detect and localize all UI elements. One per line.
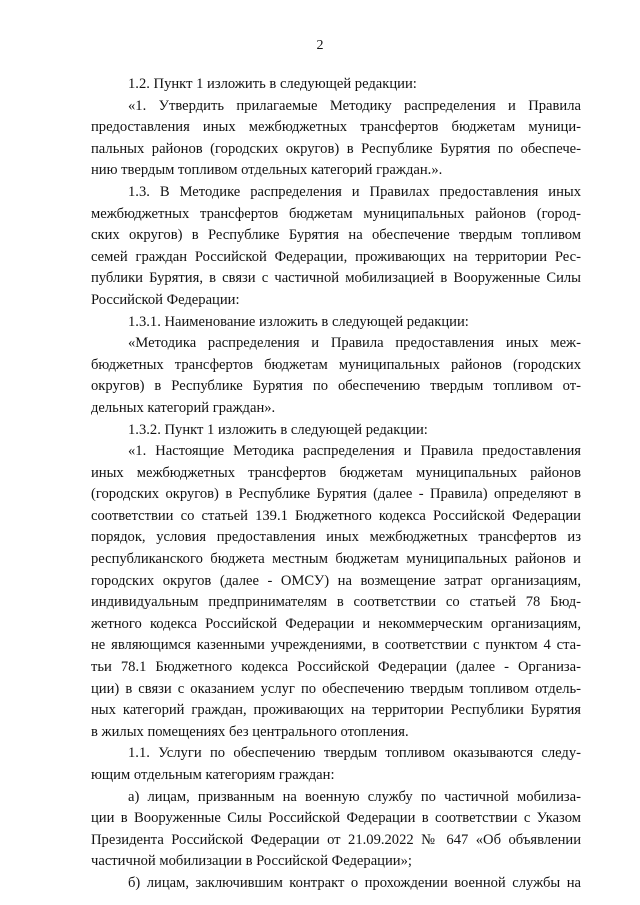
text-line: бюджетных трансфертов бюджетам муниципальных районов (городских xyxy=(91,356,581,373)
text-line: городских округов (далее - ОМСУ) на возмещение затрат организациям, xyxy=(91,572,581,589)
text-line: индивидуальным предпринимателям в соответствии со статьей 78 Бюд- xyxy=(91,594,581,611)
text-line: ющим отдельным категориям граждан: xyxy=(91,767,335,783)
text-line: ных категорий граждан, проживающих на территории Республики Бурятия xyxy=(91,702,581,719)
text-line: Президента Российской Федерации от 21.09.2022 № 647 «Об объявлении xyxy=(91,831,581,848)
text-line: жетного кодекса Российской Федерации и некоммерческим организациям, xyxy=(91,615,581,632)
text-line: «1. Настоящие Методика распределения и Правила предоставления xyxy=(128,443,581,460)
text-line: (городских округов) в Республике Бурятия (далее - Правила) определяют в xyxy=(91,486,581,503)
text-line: республиканского бюджета местным бюджетам муниципальных районов и xyxy=(91,551,581,568)
text-line: нию твердым топливом отдельных категорий граждан.». xyxy=(91,162,443,179)
text-line: б) лицам, заключившим контракт о прохождении военной службы на xyxy=(128,874,581,891)
text-line: соответствии со статьей 139.1 Бюджетного кодекса Российской Федерации xyxy=(91,507,581,524)
text-line: межбюджетных трансфертов бюджетам муниципальных районов (город- xyxy=(91,205,581,222)
text-line: ции в Вооруженные Силы Российской Федерации в соответствии с Указом xyxy=(91,810,581,827)
text-line: 1.3. В Методике распределения и Правилах предоставления иных xyxy=(128,183,581,200)
text-line: «1. Утвердить прилагаемые Методику распределения и Правила xyxy=(128,97,581,114)
text-line: дельных категорий граждан». xyxy=(91,399,276,416)
page-number: 2 xyxy=(316,38,324,53)
text-line: иных межбюджетных трансфертов бюджетам муниципальных районов xyxy=(91,464,581,481)
text-line: ции) в связи с оказанием услуг по обеспечению твердым топливом отдель- xyxy=(91,680,581,697)
document-body xyxy=(91,74,581,895)
text-line: 1.1. Услуги по обеспечению твердым топливом оказываются следу- xyxy=(128,745,581,762)
text-line: порядок, условия предоставления иных межбюджетных трансфертов из xyxy=(91,529,581,546)
text-line: предоставления иных межбюджетных трансфертов бюджетам муници- xyxy=(91,119,581,136)
text-line: 1.2. Пункт 1 изложить в следующей редакции: xyxy=(128,76,417,92)
text-line: не являющимся казенными учреждениями, в соответствии с пунктом 4 ста- xyxy=(91,637,581,654)
text-line: ских округов) в Республике Бурятия на обеспечение твердым топливом xyxy=(91,227,581,244)
text-line: Российской Федерации: xyxy=(91,291,240,308)
text-line: «Методика распределения и Правила предоставления иных меж- xyxy=(128,335,581,352)
text-line: частичной мобилизации в Российской Федерации»; xyxy=(91,853,412,870)
text-line: а) лицам, призванным на военную службу по частичной мобилиза- xyxy=(128,788,581,805)
text-line: 1.3.1. Наименование изложить в следующей редакции: xyxy=(128,313,469,330)
text-line: в жилых помещениях без центрального отопления. xyxy=(91,723,409,740)
text-line: пальных районов (городских округов) в Республике Бурятия по обеспече- xyxy=(91,140,581,157)
text-line: тьи 78.1 Бюджетного кодекса Российской Федерации (далее - Организа- xyxy=(91,659,581,676)
text-line: публики Бурятия, в связи с частичной мобилизацией в Вооруженные Силы xyxy=(91,270,581,287)
text-line: 1.3.2. Пункт 1 изложить в следующей редакции: xyxy=(128,421,428,438)
text-line: семей граждан Российской Федерации, проживающих на территории Рес- xyxy=(91,248,581,265)
text-line: округов) в Республике Бурятия по обеспечению твердым топливом от- xyxy=(91,378,581,395)
